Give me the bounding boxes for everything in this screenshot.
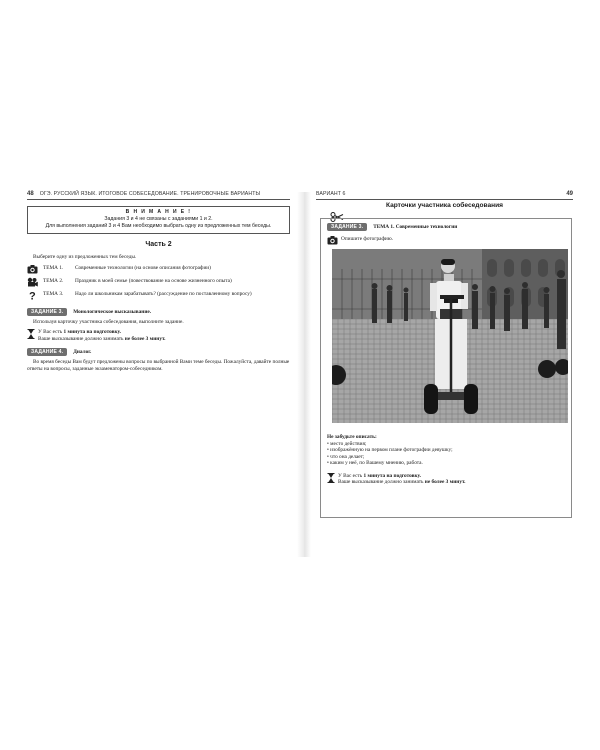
topic-text: Праздник в моей семье (повествование на основе жизненного опыта) <box>75 278 232 284</box>
left-page <box>27 188 290 558</box>
svg-text:?: ? <box>29 290 36 300</box>
segway-photo <box>332 249 568 423</box>
reminder-item: • каким у неё, по Вашему мнению, работа. <box>327 460 423 466</box>
question-mark-icon <box>27 290 38 300</box>
task-3-prep <box>27 329 290 342</box>
book-spread <box>27 188 573 558</box>
notice-title: В Н И М А Н И Е ! <box>125 209 192 215</box>
card-prep <box>327 473 565 486</box>
prep-bold: 1 минута на подготовку. <box>63 329 121 335</box>
card-prep-prefix: У Вас есть <box>338 472 364 479</box>
notice-line-1: Задания 3 и 4 не связаны с заданиями 1 и 2. <box>104 216 213 222</box>
participant-card <box>320 218 572 518</box>
topic-item <box>27 278 290 287</box>
reminder-list <box>327 434 565 467</box>
reminder-item: • что она делает; <box>327 453 365 460</box>
camera-icon <box>327 235 338 245</box>
film-camera-icon <box>27 277 38 287</box>
card-task-badge: ЗАДАНИЕ 3. <box>327 223 367 231</box>
choose-topic-text: Выберите одну из предложенных тем беседы. <box>33 254 137 260</box>
task-3-instruction: Используя карточку участника собеседования, выполните задание. <box>33 319 184 325</box>
card-limit-prefix: Ваше высказывание должно занимать <box>338 479 425 485</box>
topic-item <box>27 265 290 274</box>
describe-prompt: Опишите фотографию. <box>341 236 394 242</box>
camera-icon <box>27 264 38 274</box>
right-page <box>316 188 573 558</box>
right-running-title: ВАРИАНТ 6 <box>316 190 346 197</box>
card-task-header <box>327 223 565 231</box>
left-page-number: 48 <box>27 190 34 197</box>
notice-line-2: Для выполнения заданий 3 и 4 Вам необходимо выбрать одну из предложенных тем беседы. <box>45 223 272 229</box>
card-title: Карточки участника собеседования <box>385 202 504 209</box>
attention-notice <box>27 206 290 234</box>
right-running-header <box>316 188 573 200</box>
task-4-title: Диалог. <box>73 349 92 355</box>
task-3-title: Монологическое высказывание. <box>73 309 152 315</box>
limit-bold: не более 3 минут. <box>124 335 166 342</box>
task-4-text: Во время беседы Вам будут предложены вопросы по выбранной Вами теме беседы. Пожалуйста, давайте полные ответы на вопросы, заданные экзаменатором-собеседником. <box>27 359 290 372</box>
reminder-header: Не забудьте описать: <box>327 434 377 440</box>
left-running-title: ОГЭ. РУССКИЙ ЯЗЫК. ИТОГОВОЕ СОБЕСЕДОВАНИЕ. ТРЕНИРОВОЧНЫЕ ВАРИАНТЫ <box>39 190 261 197</box>
card-limit-bold: не более 3 минут. <box>424 479 466 485</box>
part-title: Часть 2 <box>145 241 172 248</box>
hourglass-icon <box>327 473 335 483</box>
topic-label: ТЕМА 2. <box>43 278 64 284</box>
prep-prefix: У Вас есть <box>38 329 64 335</box>
right-page-number: 49 <box>566 190 573 197</box>
topic-item <box>27 291 290 300</box>
task-3-header <box>27 308 290 316</box>
topic-text: Современные технологии (на основе описания фотографии) <box>75 265 211 271</box>
task-3-badge: ЗАДАНИЕ 3. <box>27 308 67 316</box>
topic-label: ТЕМА 1. <box>43 265 64 271</box>
task-4-header <box>27 348 290 356</box>
reminder-item: • изображённую на первом плане фотографии девушку; <box>327 447 453 453</box>
topic-text: Надо ли школьникам зарабатывать? (рассуждение по поставленному вопросу) <box>75 291 252 297</box>
describe-prompt-row <box>327 236 565 245</box>
limit-prefix: Ваше высказывание должно занимать <box>38 335 125 342</box>
reminder-item: • место действия; <box>327 440 367 447</box>
topic-label: ТЕМА 3. <box>43 291 64 297</box>
card-topic-title: ТЕМА 1. Современные технологии <box>373 224 458 230</box>
card-prep-bold: 1 минута на подготовку. <box>363 472 421 479</box>
left-running-header <box>27 188 290 200</box>
hourglass-icon <box>27 329 35 339</box>
book-gutter <box>297 192 311 557</box>
task-4-badge: ЗАДАНИЕ 4. <box>27 348 67 356</box>
